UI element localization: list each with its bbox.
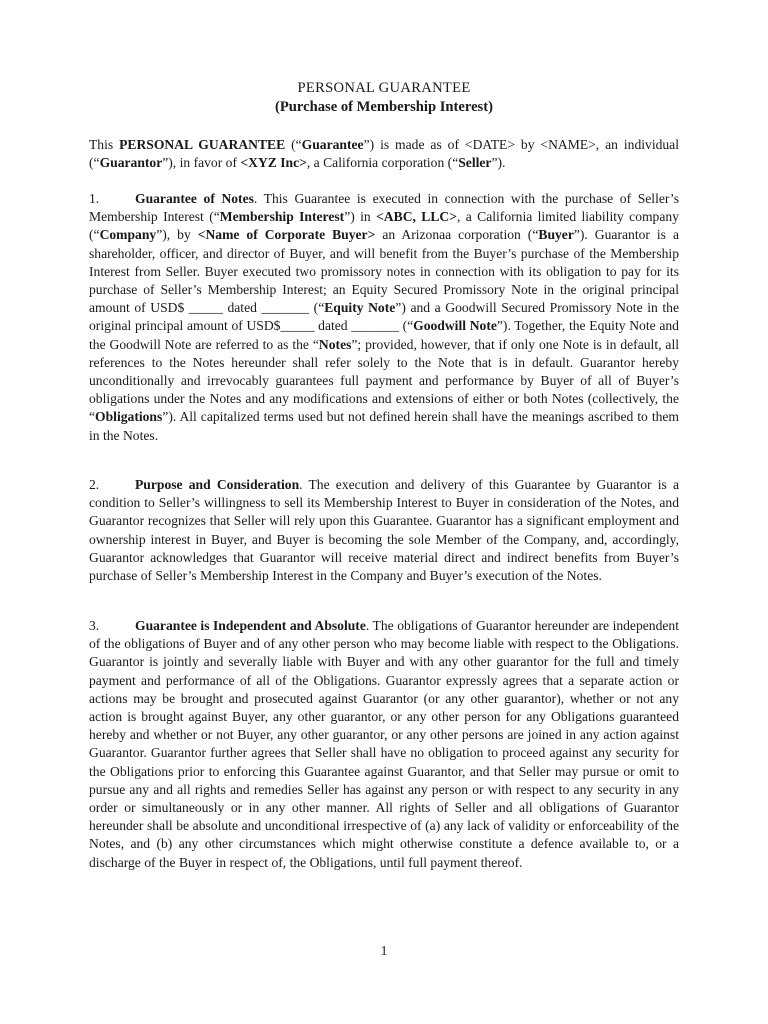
document-subtitle: (Purchase of Membership Interest) (275, 99, 493, 115)
section-2-paragraph: 2. Purpose and Consideration. The execution and delivery of this Guarantee by Guarantor is a condition to Seller’s willingness to sell its Membership Interest to Buyer in consideration of the Notes, and Guarantor recognizes that Seller will rely upon this Guarantee. Guarantor has a significant employment and ownership interest in Buyer, and Buyer is becoming the sole Member of the Company, and, accordingly, Guarantor acknowledges that Guarantor will receive material direct and indirect benefits from Buyer’s purchase of Seller’s Membership Interest in the Company and Buyer’s execution of the Notes. (89, 477, 679, 584)
page-number: 1 (380, 943, 388, 958)
section-3-paragraph: 3. Guarantee is Independent and Absolute. The obligations of Guarantor hereunder are independent of the obligations of Buyer and of any other person who may become liable with respect to the Obligations. Guarantor is jointly and severally liable with Buyer and with any other guarantor for the full and timely payment and performance of all of the Obligations. Guarantor expressly agrees that a separate action or actions may be brought and prosecuted against Guarantor (or any other guarantor), whether or not any action is brought against Buyer, any other guarantor, or any other person for any Obligations guaranteed hereby and whether or not Buyer, any other guarantor, or any other persons are joined in any action against Guarantor. Guarantor further agrees that Seller shall have no obligation to proceed against any security for the Obligations prior to enforcing this Guarantee against Guarantor, and that Seller may pursue or omit to pursue any and all rights and remedies Seller has against any person or with respect to any security in any order or simultaneously or in any other manner. All rights of Seller and all obligations of Guarantor hereunder shall be absolute and unconditional irrespective of (a) any lack of validity or enforceability of the Notes, and (b) any other circumstances which might otherwise constitute a defence available to, or a discharge of the Buyer in respect of, the Obligations, until full payment thereof. (89, 618, 680, 870)
section-number: 2. (89, 477, 100, 492)
section-1-paragraph: 1. Guarantee of Notes. This Guarantee is executed in connection with the purchase of Seller’s Membership Interest (“Membership Interest”) in <ABC, LLC>, a California limited liability company (“Company”), by <Name of Corporate Buyer> an Arizonaa corporation (“Buyer”). Guarantor is a shareholder, officer, and director of Buyer, and will benefit from the Buyer’s purchase of the Membership Interest from Seller. Buyer executed two promissory notes in connection with its obligation to pay for its purchase of Seller’s Membership Interest; an Equity Secured Promissory Note in the original principal amount of USD$ _____ dated _______ (“Equity Note”) and a Goodwill Secured Promissory Note in the original principal amount of USD$_____ dated _______ (“Goodwill Note”). Together, the Equity Note and the Goodwill Note are referred to as the “Notes”; provided, however, that if only one Note is in default, all references to the Notes hereunder shall refer solely to the Note that is in default. Guarantor hereby unconditionally and irrevocably guarantees full payment and performance by Buyer of all of Buyer’s obligations under the Notes and any modifications and extensions of either or both Notes (collectively, the “Obligations”). All capitalized terms used but not defined herein shall have the meanings ascribed to them in the Notes. (89, 191, 680, 443)
document-title: PERSONAL GUARANTEE (297, 80, 471, 96)
section-heading: Purpose and Consideration (135, 477, 300, 492)
section-heading: Guarantee is Independent and Absolute (135, 618, 366, 633)
section-heading: Guarantee of Notes (135, 191, 254, 206)
intro-paragraph: This PERSONAL GUARANTEE (“Guarantee”) is made as of <DATE> by <NAME>, an individual (“Guarantor”), in favor of <XYZ Inc>, a California corporation (“Seller”). (89, 137, 679, 171)
section-number: 1. (89, 191, 100, 206)
title-block (0, 79, 768, 117)
section-number: 3. (89, 618, 100, 633)
